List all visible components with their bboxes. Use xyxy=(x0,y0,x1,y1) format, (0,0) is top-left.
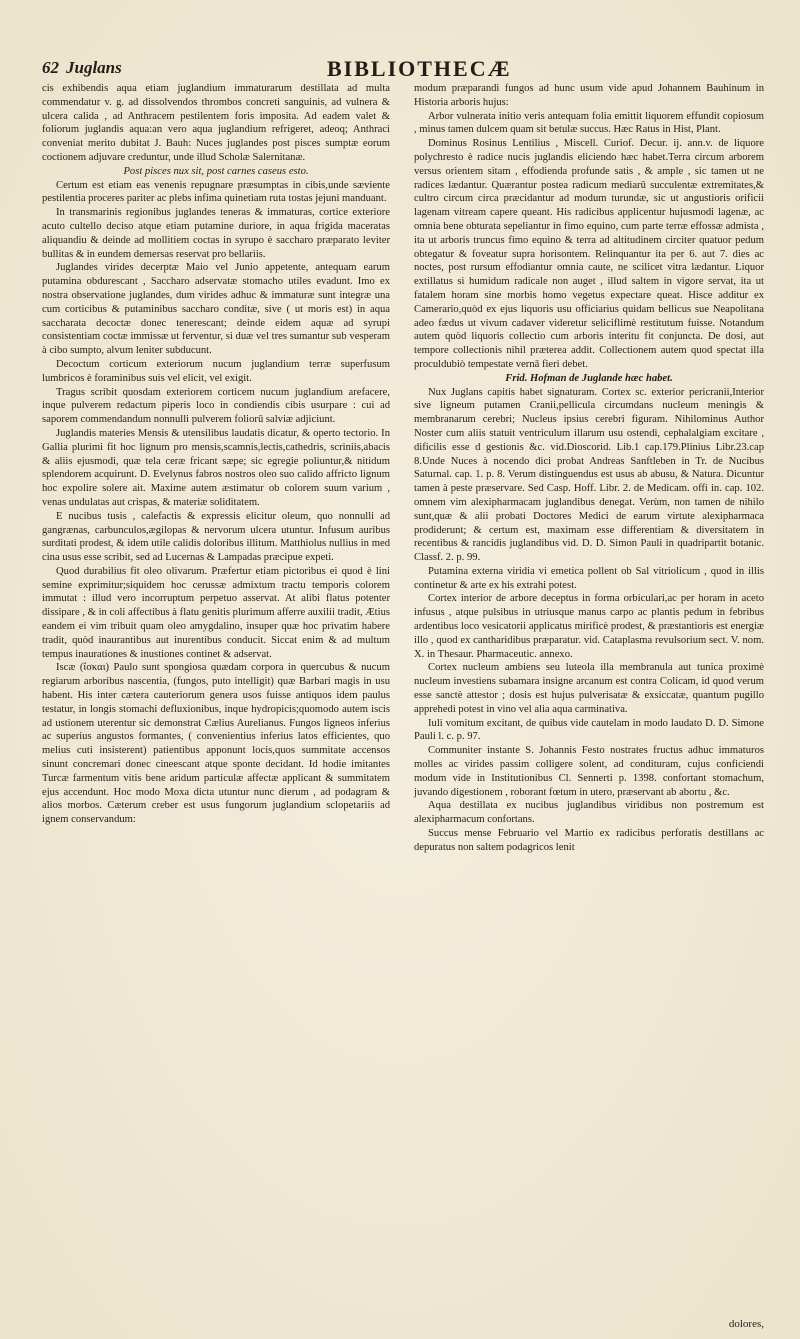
page-header xyxy=(42,56,767,80)
page-number: 62 xyxy=(42,58,59,77)
paragraph: Juglandis materies Mensis & utensilibus laudatis dicatur, & operto tectorio. In Gallia plurimi fit hoc lignum pro mensis,scamnis,lectis,cathedris, scriniis,abacis & aliis ejusmodi, quæ tela ceræ fricant sæpe; sic egregie poliuntur,& nitidum splendorem acquirunt. D. Evelynus fabros nostros oleo suo calido affricto lignum hoc expolire solere ait. Maxime autem æstimatur ob colorem suum varium , venas undulatas aut crispas, & materiæ soliditatem. xyxy=(42,427,390,508)
paragraph: Succus mense Februario vel Martio ex radicibus perforatis destillans ac depuratus non saltem podagricos lenit xyxy=(414,828,764,853)
paragraph: cis exhibendis aqua etiam juglandium immaturarum destillata ad multa commendatur v. g. ad dissolvendos thrombos concreti sanguinis, ad vulnera & ulcera calida , ad Anthracem pestilentem foris imposita. Ad eadem valet & foliorum juglandis aqua:an vero aqua juglandium refrigeret, adeoq; Anthraci conveniat merito dubitat J. Bauh: Nuces juglandes post pisces sumptæ eorum coctionem adjuvare creduntur, unde illud Scholæ Salernitanæ. xyxy=(42,83,390,163)
paragraph: Juglandes virides decerptæ Maio vel Junio appetente, antequam earum putamina obdurescant , Saccharo adservatæ stomacho utiles evadunt. Imo ex nostra observatione juglandes, dum virides adhuc & immaturæ sunt integræ una cum corticibus & putaminibus saccharo conditæ, sive ( ut moris est) in aqua saccharata decoctæ donec tenerescant; deinde eidem aquæ ad syrupi consistentiam coctæ immissæ ut ferventur, si duæ vel tres sumantur sub vesperam à cibo sumpto, alvum leniter subducunt. xyxy=(42,262,390,357)
paragraph: Decoctum corticum exteriorum nucum juglandium terræ superfusum lumbricos è foraminibus suis vel elicit, vel exigit. xyxy=(42,358,390,384)
paragraph: modum præparandi fungos ad hunc usum vide apud Johannem Bauhinum in Historia arboris hujus: xyxy=(414,83,764,108)
verse-line: Post pisces nux sit, post carnes caseus esto. xyxy=(123,165,309,177)
paragraph: Iscæ (ἴσκαι) Paulo sunt spongiosa quædam corpora in quercubus & nucum regiarum arboribus nascentia, (fungos, puto intelligit) quæ Barbari magis in usu habent. His inter cætera cauteriorum genera usos fuisse antiquos idem paulus testatur, in longis stomachi defluxionibus, inque hydropicis;quomodo autem iscis ad ustionem uterentur sic demonstrat Cælius Aurelianus. Fungos ligneos inferius ac superius angustos formantes, ( convenientius inferius latos efficientes, quo melius cuti insisterent) patientibus apponunt locis,quos summitate accensos sinunt concremari donec cineescant atque sponte decidant. Id hodie imitantes Turcæ farmentum vitis bene aridum particulæ affectæ applicant & summitatem ejus accendunt. Hoc modo Moxa dicta utuntur nunc dierum , ad podagram & alios morbos. Cæterum creber est usus fungorum juglandium sclopetariis ad ignem conservandum: xyxy=(42,662,390,826)
paragraph: Certum est etiam eas venenis repugnare præsumptas in cibis,unde sæviente pestilentia proceres pariter ac plebs infima quinetiam ruta tostas jejuni manduant. xyxy=(42,179,390,205)
paragraph: Iuli vomitum excitant, de quibus vide cautelam in modo laudato D. D. Simone Pauli l. c. p. 97. xyxy=(414,717,764,743)
paragraph: Putamina externa viridia vi emetica pollent ob Sal vitriolicum , quod in illis continetur & arte ex his extrahi potest. xyxy=(414,565,764,591)
paragraph: Dominus Rosinus Lentilius , Miscell. Curiof. Decur. ij. ann.v. de liquore polychresto è radice nucis juglandis eliciendo hæc habet.Terra circum arborem versus orientem sitam , effodienda profunde satis , & ample , sic tamen ut ne radices lædantur. Quærantur postea radicum mediarū succulentæ extremitates,& cultro circum circa præcidantur ad modum turundæ, sic ut angustioris orificii lagenam vitream capere queant. His radicibus applicentur hujusmodi lagenæ, ac omnia bene obturata sepeliantur in fimo equino, cum parte terræ effossæ admista , ita ut arboris truncus fimo equino & terra ad altitudinem circiter quatuor pedum obtegatur & foveatur supra horisontem. Relinquantur ita per 6. aut 7. dies ac noctes, post rursum effodiantur omnia caute, ne scilicet vitra lædantur. Liquor extillatus si humidum radicale non auget , illud saltem in vigore servat, ita ut fatalem horam sine morbis homo vegetus expectare queat. Hisce additur ex Camerario,quòd ex ejus liquoris usu officiarius quidam bellicus sue Neapolitana adeo fædus ut vivum cadaver videretur seliciflimè restitutum fuisse. Notandum autem quòd liquoris collectio cum arboris interitu fit conjuncta. De dosi, aut tempore collectionis nihil præterea addit. Collectionem autem quod spectat illa proculdubiò tempestate vernā fieri debet. xyxy=(414,138,764,370)
page-title: BIBLIOTHECÆ xyxy=(327,56,512,81)
paragraph: Cortex nucleum ambiens seu luteola illa membranula aut tunica proximè nucleum investiens subamara insigne arcanum est contra Colicam, id quod verum esse sanctè attestor ; dosis est hujus pulverisatæ & exsiccatæ, quantum pugillo apprehedi potest in vino vel alia aqua carminativa. xyxy=(414,662,764,715)
paragraph: Quod durabilius fit oleo olivarum. Præfertur etiam pictoribus ei quod è lini semine exprimitur;siquidem hoc cerussæ admixtum tractu temporis colorem immutat : illud vero incorruptum perpetuo asservat. At alibi flatus potenter dissipare , & in coli affectibus à flatu genitis plurimum afferre auxilii tradit, Ætius eandem ei vim tribuit quam oleo amygdalino, insuper quæ hoc privatim habere tradit, quòd inaurantibus aut inurentibus conducit. Siccat enim & ad multum tempus inaurationes & inustiones continet & adservat. xyxy=(42,565,390,660)
right-column xyxy=(414,82,764,855)
left-column xyxy=(42,82,390,827)
paragraph: Cortex interior de arbore deceptus in forma orbiculari,ac per horam in aceto infusus , atque pulsibus in utriusque manus carpo ac plantis pedum in febribus ardentibus loco vesicatorii applicatus mirificè prodest, & præstantioris est energiæ illo , quod ex cantharidibus præparatur. vid. Cataplasma revulsorium sect. V. nom. X. in Thesaur. Pharmaceutic. annexo. xyxy=(414,593,764,660)
catchword: dolores, xyxy=(728,1318,764,1330)
paragraph: E nucibus tusis , calefactis & expressis elicitur oleum, quo nonnulli ad gangrænas, carbunculos,ægilopas & nervorum ulcera utuntur. Infusum auribus surditati prodest, & idem utile calidis doloribus illitum. Matthiolus nullius in med cina usus esse scribit, sed ad Lucernas & Lampadas præcipue expeti. xyxy=(42,510,390,564)
paragraph: Aqua destillata ex nucibus juglandibus viridibus non postremum est alexipharmacum confortans. xyxy=(414,800,764,826)
paragraph: Tragus scribit quosdam exteriorem corticem nucum juglandium arefacere, inque pulverem redactum piperis loco in condiendis cibis usurpare : cui ad saporem commendandum nonnulli pulverem foliorū salviæ adjiciunt. xyxy=(42,386,390,426)
paragraph: In transmarinis regionibus juglandes teneras & immaturas, cortice exteriore acuto cultello deciso atque etiam putamine duriore, in aqua frigida maceratas aliquandiu & deinde ad mollitiem coctas in syrupo è saccharo præparato leviter bullitas & in eundem demersas reservat pro bellariis. xyxy=(42,207,390,260)
section-heading: Frid. Hofman de Juglande hæc habet. xyxy=(505,372,673,384)
paragraph: Arbor vulnerata initio veris antequam folia emittit liquorem effundit copiosum , minus tamen dulcem quam sit betulæ succus. Hæc Ratus in Hist, Plant. xyxy=(414,110,764,136)
paragraph: Communiter instante S. Johannis Festo nostrates fructus adhuc immaturos molles ac virides passim colligere solent, ad condituram, cujus conficiendi modum vide in Institutionibus Cl. Sennerti p. 1398. confortant stomachum, juvando digestionem , roborant fœtum in utero, præservant ab abortu , &c. xyxy=(414,745,764,798)
paragraph: Nux Juglans capitis habet signaturam. Cortex sc. exterior pericranii,Interior sive ligneum putamen Cranii,pellicula circumdans nucleum meningis & membranarum cerebri; Nucleus ipsius cerebri figuram. Nihilominus Author Noster cum aliis statuit ventriculum illarum usu ostendi, cephalalgiam excitare , dificilis esse d gestionis &c. vid.Dioscorid. Lib.1 cap.179.Plinius Libr.23.cap 8.Unde Nuces à nocendo dici probat Andreas Sanftleben in Tr. de Nucibus Saturnal. cap. 1. p. 8. Verum distinguendus est usus ab abusu, & Natura. Dicuntur tamen à peste præservare. Sed Casp. Hoff. Libr. 2. de Medicam. offi in. cap. 102. omnem vim alexipharmacam juglandibus denegat. Verùm, non tamen de nihilo sunt,quæ & alii probati Doctores Medici de earum virtute alexipharmaca prodiderunt; & certum est, maximam esse differentiam & diversitatem in recentibus & rancidis juglandibus vid. D. D. Simon Pauli in quadripartit botanic. Classf. 2. p. 99. xyxy=(414,386,764,564)
running-head: Juglans xyxy=(66,58,122,77)
